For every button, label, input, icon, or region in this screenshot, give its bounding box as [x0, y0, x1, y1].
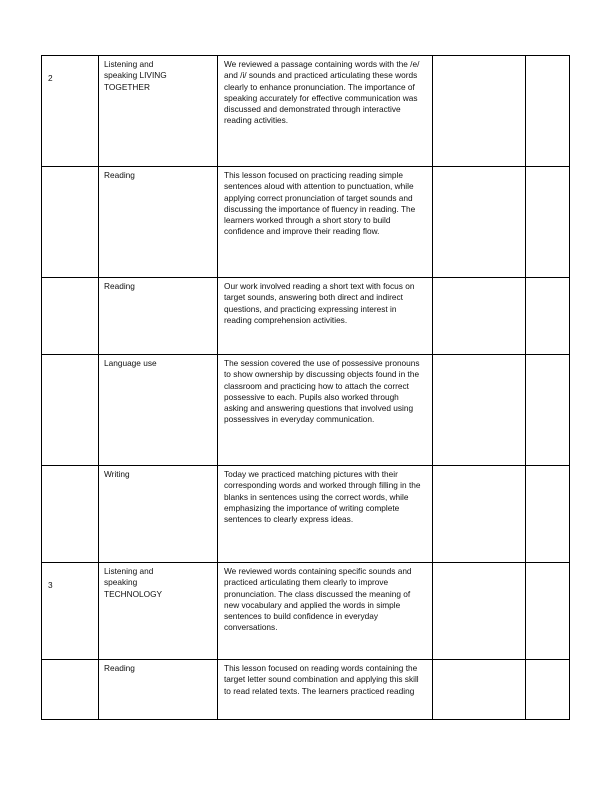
empty-cell: [433, 660, 526, 720]
strand-line: Writing: [104, 469, 130, 479]
strand-cell: [99, 278, 218, 355]
strand-line: TOGETHER: [104, 81, 150, 92]
description-cell: This lesson focused on practicing reading simple sentences aloud with attention to punctuation, while applying correct pronunciation of target sounds and discussing the importance of fluency in reading. The learners worked through a short story to build confidence and improve their reading flow.: [218, 167, 433, 278]
week-cell: [42, 660, 99, 720]
strand-cell: [99, 355, 218, 466]
strand-cell: [99, 563, 218, 660]
strand-line: speaking: [104, 577, 138, 588]
empty-cell: [433, 56, 526, 167]
week-cell: 2: [42, 56, 99, 167]
strand-line: Language use: [104, 358, 157, 368]
strand-line: speaking LIVING: [104, 70, 167, 81]
empty-cell: [433, 355, 526, 466]
strand-cell: [99, 56, 218, 167]
table-row: [42, 660, 570, 720]
table-row: [42, 466, 570, 563]
week-cell: [42, 355, 99, 466]
strand-cell: [99, 167, 218, 278]
empty-cell: [526, 466, 570, 563]
week-cell: 3: [42, 563, 99, 660]
strand-line: Reading: [104, 170, 135, 180]
empty-cell: [526, 660, 570, 720]
strand-cell: [99, 466, 218, 563]
empty-cell: [433, 278, 526, 355]
description-cell: Our work involved reading a short text with focus on target sounds, answering both direct and indirect questions, and practicing expressing interest in reading comprehension activities.: [218, 278, 433, 355]
empty-cell: [433, 563, 526, 660]
description-cell: The session covered the use of possessive pronouns to show ownership by discussing objects found in the classroom and practicing how to attach the correct possessive to each. Pupils also worked through asking and answering questions that involved using possessives in everyday communication.: [218, 355, 433, 466]
empty-cell: [526, 563, 570, 660]
description-cell: We reviewed a passage containing words with the /e/ and /i/ sounds and practiced articulating these words clearly to enhance pronunciation. The importance of speaking accurately for effective communication was discussed and demonstrated through interactive reading activities.: [218, 56, 433, 167]
description-cell: Today we practiced matching pictures with their corresponding words and worked through filling in the blanks in sentences using the correct words, while emphasizing the importance of writing complete sentences to clearly express ideas.: [218, 466, 433, 563]
week-cell: [42, 167, 99, 278]
table-row: [42, 563, 570, 660]
strand-line: Listening and: [104, 59, 154, 69]
empty-cell: [526, 355, 570, 466]
empty-cell: [433, 466, 526, 563]
table-row: [42, 355, 570, 466]
description-cell: This lesson focused on reading words containing the target letter sound combination and applying this skill to read related texts. The learners practiced reading: [218, 660, 433, 720]
table-row: [42, 278, 570, 355]
lesson-log-table: [41, 55, 570, 720]
empty-cell: [526, 167, 570, 278]
strand-line: Reading: [104, 663, 135, 673]
table-row: [42, 56, 570, 167]
week-cell: [42, 466, 99, 563]
table-row: [42, 167, 570, 278]
empty-cell: [526, 278, 570, 355]
strand-line: TECHNOLOGY: [104, 588, 163, 599]
empty-cell: [433, 167, 526, 278]
week-cell: [42, 278, 99, 355]
strand-cell: [99, 660, 218, 720]
strand-line: Listening and: [104, 566, 154, 576]
description-cell: We reviewed words containing specific sounds and practiced articulating them clearly to improve pronunciation. The class discussed the meaning of new vocabulary and applied the words in simple sentences to build confidence in everyday conversations.: [218, 563, 433, 660]
strand-line: Reading: [104, 281, 135, 291]
empty-cell: [526, 56, 570, 167]
